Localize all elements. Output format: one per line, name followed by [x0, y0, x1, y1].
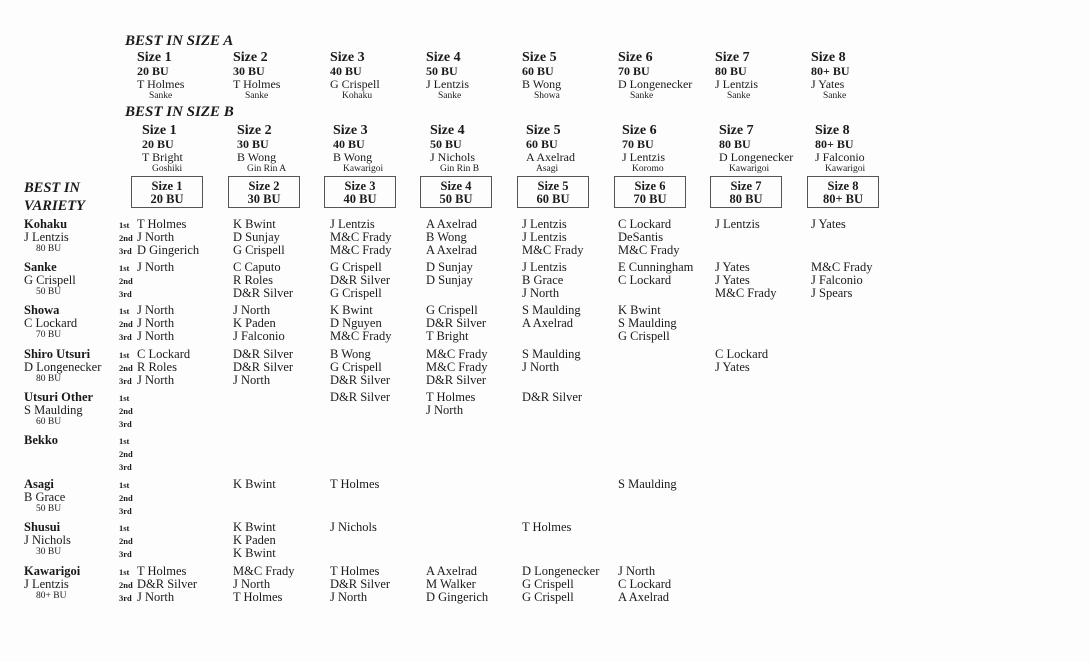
size-a-winner: D Longenecker — [618, 77, 693, 91]
variety-name: Bekko — [24, 433, 59, 447]
best-in-variety-title: BEST IN — [24, 180, 81, 196]
result-cell: S Maulding — [522, 347, 581, 361]
variety-winner: S Maulding — [24, 403, 83, 417]
variety-name: Showa — [24, 303, 60, 317]
result-cell: J Lentzis — [715, 217, 760, 231]
place-label: 1st — [119, 263, 130, 273]
result-cell: S Maulding — [618, 477, 677, 491]
result-cell: K Bwint — [618, 303, 661, 317]
size-a-size-label: Size 1 — [137, 50, 172, 65]
size-column-label: Size 7 — [730, 179, 762, 193]
result-cell: D&R Silver — [426, 373, 487, 387]
variety-name: Sanke — [24, 260, 57, 274]
size-column-label: Size 8 — [827, 179, 859, 193]
result-cell: A Axelrad — [426, 217, 478, 231]
size-b-bu: 40 BU — [333, 137, 365, 151]
place-label: 3rd — [119, 246, 132, 256]
result-cell: S Maulding — [522, 303, 581, 317]
variety-winner-size: 80+ BU — [36, 591, 67, 601]
variety-winner-size: 80 BU — [36, 374, 62, 384]
result-cell: G Crispell — [330, 286, 382, 300]
place-label: 1st — [119, 306, 130, 316]
result-cell: J North — [233, 373, 271, 387]
best-in-variety-title: VARIETY — [24, 198, 85, 214]
result-cell: S Maulding — [618, 316, 677, 330]
variety-winner: J Lentzis — [24, 230, 69, 244]
result-cell: T Holmes — [426, 390, 476, 404]
result-cell: J North — [137, 373, 175, 387]
size-a-winner: B Wong — [522, 77, 562, 91]
size-column-header — [517, 176, 589, 208]
place-label: 2nd — [119, 233, 133, 243]
size-a-bu: 60 BU — [522, 64, 554, 78]
result-cell: C Caputo — [233, 260, 281, 274]
size-a-variety: Sanke — [727, 91, 751, 101]
result-cell: J Yates — [715, 273, 750, 287]
result-cell: C Lockard — [618, 273, 672, 287]
place-label: 1st — [119, 523, 130, 533]
size-a-variety: Sanke — [245, 91, 269, 101]
place-label: 1st — [119, 220, 130, 230]
result-cell: M&C Frady — [522, 243, 584, 257]
result-cell: D&R Silver — [233, 360, 294, 374]
size-a-bu: 80 BU — [715, 64, 747, 78]
result-cell: K Bwint — [233, 217, 276, 231]
size-column-bu: 80+ BU — [822, 192, 864, 206]
variety-winner-size: 50 BU — [36, 287, 62, 297]
size-b-size-label: Size 5 — [526, 123, 561, 138]
size-column-label: Size 5 — [537, 179, 569, 193]
variety-name: Asagi — [24, 477, 54, 491]
place-label: 1st — [119, 480, 130, 490]
size-column-bu: 50 BU — [439, 192, 473, 206]
result-cell: K Bwint — [233, 520, 276, 534]
result-cell: M&C Frady — [426, 347, 488, 361]
size-a-size-label: Size 2 — [233, 50, 268, 65]
variety-winner: B Grace — [24, 490, 66, 504]
variety-winner-size: 30 BU — [36, 547, 62, 557]
variety-winner: C Lockard — [24, 316, 78, 330]
result-cell: G Crispell — [618, 329, 670, 343]
size-b-title: BEST IN SIZE B — [125, 104, 234, 120]
result-cell: B Wong — [426, 230, 467, 244]
size-a-winner: J Lentzis — [426, 77, 469, 91]
place-label: 2nd — [119, 363, 133, 373]
size-column-header — [131, 176, 203, 208]
size-b-variety: Asagi — [536, 164, 559, 174]
size-column-label: Size 6 — [634, 179, 666, 193]
place-label: 3rd — [119, 593, 132, 603]
result-cell: T Holmes — [137, 564, 187, 578]
result-cell: T Holmes — [330, 564, 380, 578]
result-cell: J North — [137, 329, 175, 343]
size-a-winner: J Lentzis — [715, 77, 758, 91]
size-b-variety: Kawarigoi — [729, 164, 770, 174]
size-column-label: Size 4 — [440, 179, 472, 193]
result-cell: M&C Frady — [426, 360, 488, 374]
place-label: 1st — [119, 393, 130, 403]
place-label: 2nd — [119, 319, 133, 329]
result-cell: D Sunjay — [426, 260, 473, 274]
place-label: 2nd — [119, 580, 133, 590]
result-cell: C Lockard — [618, 217, 672, 231]
result-cell: G Crispell — [330, 360, 382, 374]
result-cell: C Lockard — [137, 347, 191, 361]
size-column-bu: 40 BU — [343, 192, 377, 206]
result-cell: M&C Frady — [330, 243, 392, 257]
size-b-bu: 30 BU — [237, 137, 269, 151]
result-cell: K Paden — [233, 533, 276, 547]
size-b-winner: A Axelrad — [526, 150, 575, 164]
result-cell: J Yates — [715, 260, 750, 274]
size-b-bu: 20 BU — [142, 137, 174, 151]
result-cell: D&R Silver — [522, 390, 583, 404]
size-a-winner: T Holmes — [233, 77, 281, 91]
result-cell: J North — [522, 360, 560, 374]
place-label: 1st — [119, 567, 130, 577]
result-cell: J Lentzis — [522, 230, 567, 244]
variety-winner: D Longenecker — [24, 360, 102, 374]
size-b-variety: Gin Rin B — [440, 164, 480, 174]
size-a-bu: 20 BU — [137, 64, 169, 78]
result-cell: J Falconio — [811, 273, 863, 287]
size-column-label: Size 2 — [248, 179, 280, 193]
result-cell: DeSantis — [618, 230, 664, 244]
result-cell: R Roles — [233, 273, 273, 287]
size-b-size-label: Size 6 — [622, 123, 657, 138]
result-cell: J North — [233, 577, 271, 591]
place-label: 3rd — [119, 506, 132, 516]
result-cell: J Lentzis — [522, 217, 567, 231]
size-a-bu: 80+ BU — [811, 64, 850, 78]
result-cell: J North — [137, 590, 175, 604]
result-cell: M&C Frady — [715, 286, 777, 300]
size-b-winner: D Longenecker — [719, 150, 794, 164]
result-cell: G Crispell — [233, 243, 285, 257]
size-b-winner: B Wong — [237, 150, 277, 164]
variety-name: Kohaku — [24, 217, 68, 231]
size-a-size-label: Size 8 — [811, 50, 846, 65]
result-cell: M&C Frady — [811, 260, 873, 274]
place-label: 3rd — [119, 289, 132, 299]
result-cell: K Paden — [233, 316, 276, 330]
size-b-winner: J Nichols — [430, 150, 475, 164]
size-b-size-label: Size 3 — [333, 123, 368, 138]
result-cell: C Lockard — [715, 347, 769, 361]
result-cell: D Gingerich — [426, 590, 489, 604]
result-cell: J Nichols — [330, 520, 377, 534]
result-cell: T Holmes — [137, 217, 187, 231]
result-cell: M&C Frady — [233, 564, 295, 578]
size-column-header — [324, 176, 396, 208]
variety-winner: G Crispell — [24, 273, 76, 287]
place-label: 1st — [119, 350, 130, 360]
variety-winner-size: 60 BU — [36, 417, 62, 427]
size-column-bu: 80 BU — [729, 192, 763, 206]
size-a-size-label: Size 5 — [522, 50, 557, 65]
result-cell: D Sunjay — [233, 230, 280, 244]
size-b-winner: T Bright — [142, 150, 183, 164]
result-cell: J North — [426, 403, 464, 417]
result-cell: J Lentzis — [522, 260, 567, 274]
result-cell: J Yates — [811, 217, 846, 231]
result-cell: B Grace — [522, 273, 564, 287]
place-label: 2nd — [119, 276, 133, 286]
size-a-size-label: Size 7 — [715, 50, 750, 65]
result-cell: E Cunningham — [618, 260, 694, 274]
size-b-variety: Goshiki — [152, 164, 183, 174]
size-a-bu: 30 BU — [233, 64, 265, 78]
size-b-variety: Kawarigoi — [825, 164, 866, 174]
result-cell: J Yates — [715, 360, 750, 374]
place-label: 3rd — [119, 376, 132, 386]
result-cell: J North — [137, 316, 175, 330]
size-column-label: Size 1 — [151, 179, 183, 193]
result-cell: J Falconio — [233, 329, 285, 343]
size-column-bu: 30 BU — [247, 192, 281, 206]
size-a-winner: T Holmes — [137, 77, 185, 91]
result-cell: T Holmes — [330, 477, 380, 491]
size-column-bu: 20 BU — [150, 192, 184, 206]
result-cell: J North — [330, 590, 368, 604]
result-cell: J North — [137, 260, 175, 274]
size-b-bu: 50 BU — [430, 137, 462, 151]
size-b-bu: 60 BU — [526, 137, 558, 151]
size-column-header — [614, 176, 686, 208]
place-label: 3rd — [119, 462, 132, 472]
size-b-variety: Kawarigoi — [343, 164, 384, 174]
variety-winner-size: 80 BU — [36, 244, 62, 254]
size-b-winner: J Lentzis — [622, 150, 665, 164]
size-a-size-label: Size 6 — [618, 50, 653, 65]
result-cell: C Lockard — [618, 577, 672, 591]
result-cell: D&R Silver — [330, 390, 391, 404]
result-cell: J North — [137, 230, 175, 244]
result-cell: D&R Silver — [137, 577, 198, 591]
result-cell: D&R Silver — [330, 273, 391, 287]
result-cell: K Bwint — [233, 477, 276, 491]
result-cell: D Gingerich — [137, 243, 200, 257]
result-cell: R Roles — [137, 360, 177, 374]
variety-winner-size: 70 BU — [36, 330, 62, 340]
size-b-variety: Gin Rin A — [247, 164, 287, 174]
result-cell: G Crispell — [330, 260, 382, 274]
size-column-header — [807, 176, 879, 208]
result-cell: M&C Frady — [330, 230, 392, 244]
size-column-bu: 60 BU — [536, 192, 570, 206]
result-cell: G Crispell — [426, 303, 478, 317]
size-a-variety: Sanke — [630, 91, 654, 101]
size-column-label: Size 3 — [344, 179, 376, 193]
result-cell: D&R Silver — [330, 577, 391, 591]
size-a-bu: 40 BU — [330, 64, 362, 78]
result-cell: D&R Silver — [233, 286, 294, 300]
size-a-winner: J Yates — [811, 77, 845, 91]
size-b-winner: J Falconio — [815, 150, 865, 164]
result-cell: T Holmes — [522, 520, 572, 534]
variety-name: Shiro Utsuri — [24, 347, 91, 361]
size-a-size-label: Size 3 — [330, 50, 365, 65]
size-a-variety: Sanke — [823, 91, 847, 101]
size-a-variety: Showa — [534, 91, 560, 101]
size-b-size-label: Size 2 — [237, 123, 272, 138]
variety-winner: J Nichols — [24, 533, 71, 547]
place-label: 3rd — [119, 549, 132, 559]
result-cell: A Axelrad — [618, 590, 670, 604]
size-b-size-label: Size 4 — [430, 123, 465, 138]
result-cell: A Axelrad — [522, 316, 574, 330]
size-a-size-label: Size 4 — [426, 50, 461, 65]
place-label: 3rd — [119, 419, 132, 429]
place-label: 1st — [119, 436, 130, 446]
size-a-variety: Kohaku — [342, 91, 373, 101]
size-b-size-label: Size 1 — [142, 123, 177, 138]
place-label: 2nd — [119, 493, 133, 503]
result-cell: D Longenecker — [522, 564, 600, 578]
size-a-winner: G Crispell — [330, 77, 380, 91]
size-b-size-label: Size 7 — [719, 123, 754, 138]
result-cell: K Bwint — [330, 303, 373, 317]
size-b-bu: 80+ BU — [815, 137, 854, 151]
variety-winner-size: 50 BU — [36, 504, 62, 514]
size-column-bu: 70 BU — [633, 192, 667, 206]
result-cell: D&R Silver — [330, 373, 391, 387]
result-cell: D Nguyen — [330, 316, 382, 330]
result-cell: J North — [522, 286, 560, 300]
result-cell: J Lentzis — [330, 217, 375, 231]
result-cell: D&R Silver — [233, 347, 294, 361]
result-cell: G Crispell — [522, 577, 574, 591]
size-b-size-label: Size 8 — [815, 123, 850, 138]
variety-winner: J Lentzis — [24, 577, 69, 591]
result-cell: G Crispell — [522, 590, 574, 604]
size-b-bu: 80 BU — [719, 137, 751, 151]
result-cell: A Axelrad — [426, 243, 478, 257]
result-cell: J North — [618, 564, 656, 578]
place-label: 3rd — [119, 332, 132, 342]
result-cell: B Wong — [330, 347, 371, 361]
size-b-bu: 70 BU — [622, 137, 654, 151]
size-a-title: BEST IN SIZE A — [125, 33, 234, 49]
place-label: 2nd — [119, 536, 133, 546]
variety-name: Utsuri Other — [24, 390, 94, 404]
size-a-bu: 70 BU — [618, 64, 650, 78]
result-cell: T Bright — [426, 329, 469, 343]
result-cell: A Axelrad — [426, 564, 478, 578]
variety-name: Shusui — [24, 520, 61, 534]
place-label: 2nd — [119, 406, 133, 416]
size-b-variety: Koromo — [632, 164, 664, 174]
result-cell: D Sunjay — [426, 273, 473, 287]
size-a-variety: Sanke — [149, 91, 173, 101]
result-cell: M&C Frady — [330, 329, 392, 343]
size-column-header — [420, 176, 492, 208]
result-cell: J North — [137, 303, 175, 317]
result-cell: K Bwint — [233, 546, 276, 560]
size-a-variety: Sanke — [438, 91, 462, 101]
size-b-winner: B Wong — [333, 150, 373, 164]
result-cell: M&C Frady — [618, 243, 680, 257]
result-cell: M Walker — [426, 577, 476, 591]
place-label: 2nd — [119, 449, 133, 459]
variety-name: Kawarigoi — [24, 564, 81, 578]
size-column-header — [710, 176, 782, 208]
result-cell: T Holmes — [233, 590, 283, 604]
size-a-bu: 50 BU — [426, 64, 458, 78]
size-column-header — [228, 176, 300, 208]
result-cell: D&R Silver — [426, 316, 487, 330]
result-cell: J Spears — [811, 286, 853, 300]
result-cell: J North — [233, 303, 271, 317]
